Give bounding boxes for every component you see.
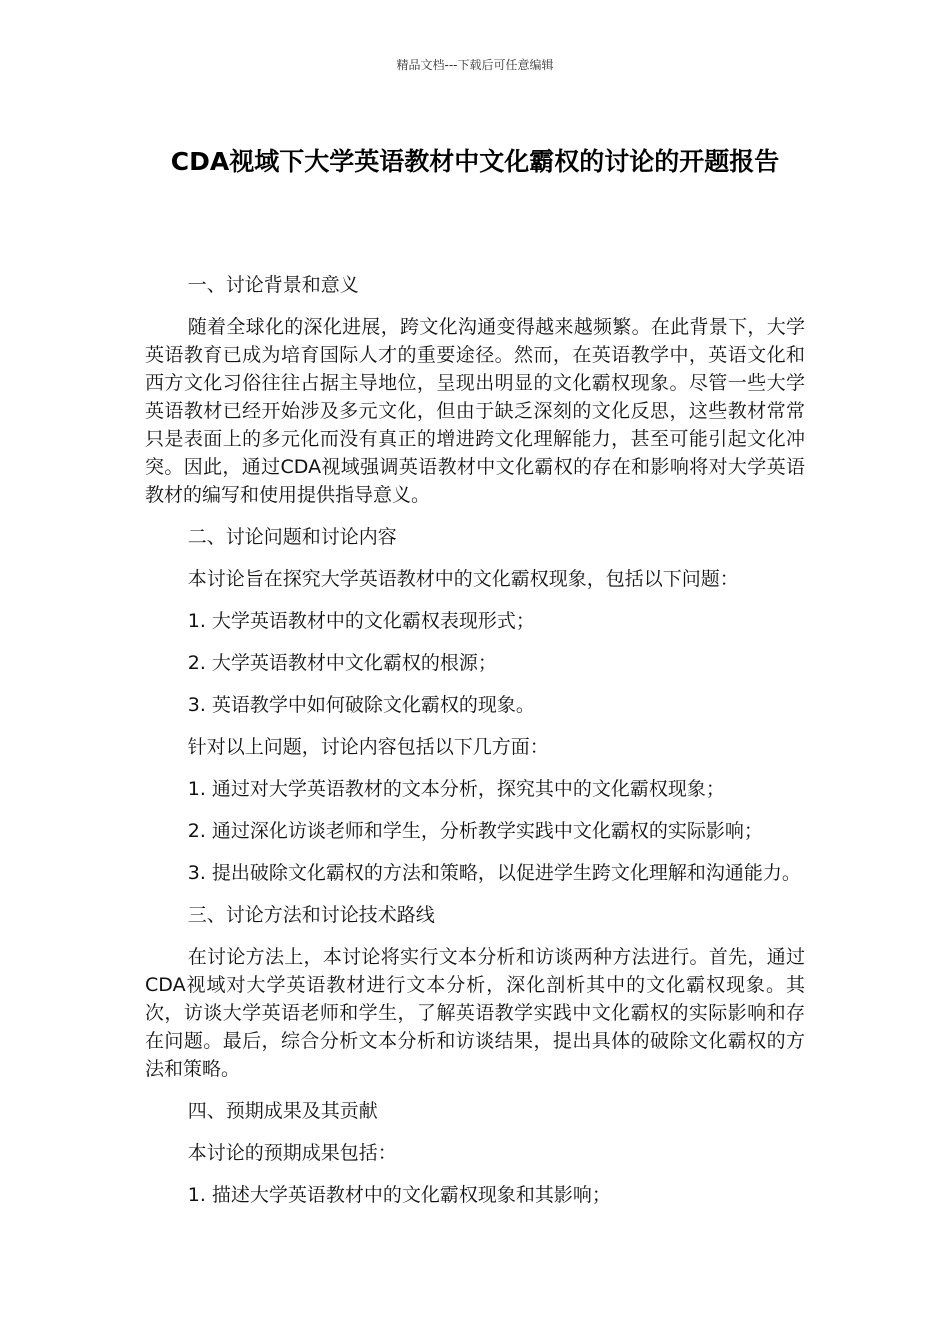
paragraph-outcomes-intro: 本讨论的预期成果包括： <box>187 1142 397 1164</box>
list-item-outcome-1: 1. 描述大学英语教材中的文化霸权现象和其影响； <box>187 1184 611 1206</box>
document-title: CDA视域下大学英语教材中文化霸权的讨论的开题报告 <box>170 147 780 176</box>
list-item-content-2: 2. 通过深化访谈老师和学生，分析教学实践中文化霸权的实际影响； <box>187 820 763 842</box>
paragraph-questions-intro: 本讨论旨在探究大学英语教材中的文化霸权现象，包括以下问题： <box>187 568 739 590</box>
document-body <box>145 271 805 1223</box>
list-item-content-3: 3. 提出破除文化霸权的方法和策略，以促进学生跨文化理解和沟通能力。 <box>187 862 801 884</box>
list-item-question-2: 2. 大学英语教材中文化霸权的根源； <box>187 652 497 674</box>
section-heading-methods: 三、讨论方法和讨论技术路线 <box>187 904 435 926</box>
page-header: 精品文档---下载后可任意编辑 <box>396 58 554 72</box>
list-item-question-3: 3. 英语教学中如何破除文化霸权的现象。 <box>187 694 535 716</box>
paragraph-background: 随着全球化的深化进展，跨文化沟通变得越来越频繁。在此背景下，大学英语教育已成为培育国际人才的重要途径。然而，在英语教学中，英语文化和西方文化习俗往往占据主导地位，呈现出明显的文化霸权现象。尽管一些大学英语教材已经开始涉及多元文化，但由于缺乏深刻的文化反思，这些教材常常只是表面上的多元化而没有真正的增进跨文化理解能力，甚至可能引起文化冲突。因此，通过CDA视域强调英语教材中文化霸权的存在和影响将对大学英语教材的编写和使用提供指导意义。 <box>145 316 805 506</box>
section-heading-questions: 二、讨论问题和讨论内容 <box>187 526 397 548</box>
list-item-content-1: 1. 通过对大学英语教材的文本分析，探究其中的文化霸权现象； <box>187 778 725 800</box>
paragraph-methods: 在讨论方法上，本讨论将实行文本分析和访谈两种方法进行。首先，通过CDA视域对大学英语教材进行文本分析，深化剖析其中的文化霸权现象。其次，访谈大学英语老师和学生，了解英语教学实践中文化霸权的实际影响和存在问题。最后，综合分析文本分析和访谈结果，提出具体的破除文化霸权的方法和策略。 <box>145 946 805 1080</box>
section-heading-outcomes: 四、预期成果及其贡献 <box>187 1100 378 1122</box>
section-heading-background: 一、讨论背景和意义 <box>187 274 359 296</box>
list-item-question-1: 1. 大学英语教材中的文化霸权表现形式； <box>187 610 535 632</box>
paragraph-content-intro: 针对以上问题，讨论内容包括以下几方面： <box>187 736 549 758</box>
